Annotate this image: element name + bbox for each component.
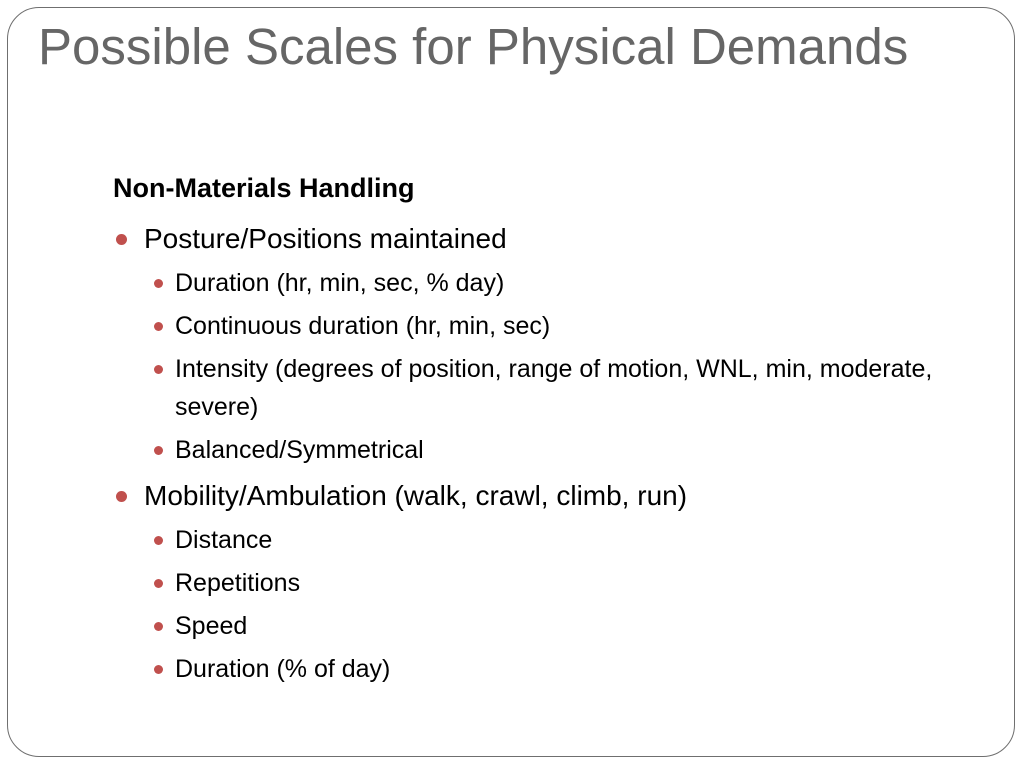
list-item-posture <box>113 222 963 469</box>
bullet-icon <box>154 279 163 288</box>
sub-list-item-label: Duration (hr, min, sec, % day) <box>175 269 505 297</box>
sub-list-item-label: Continuous duration (hr, min, sec) <box>175 312 551 340</box>
slide-content <box>113 168 963 698</box>
bullet-icon <box>154 365 163 374</box>
bullet-icon <box>116 234 127 245</box>
sub-list-item-label: Intensity (degrees of position, range of motion, WNL, min, moderate, severe) <box>175 355 933 421</box>
bullet-icon <box>116 491 127 502</box>
bullet-icon <box>154 622 163 631</box>
bullet-icon <box>154 665 163 674</box>
sub-bullet-list <box>144 521 963 688</box>
sub-list-item-label: Repetitions <box>175 569 301 597</box>
list-item-label: Posture/Positions maintained <box>144 223 507 254</box>
sub-list-item <box>144 350 963 426</box>
sub-list-item-label: Duration (% of day) <box>175 655 391 683</box>
list-item-label: Mobility/Ambulation (walk, crawl, climb, run) <box>144 480 688 511</box>
section-heading: Non-Materials Handling <box>113 173 415 203</box>
bullet-icon <box>154 446 163 455</box>
sub-list-item-label: Distance <box>175 526 273 554</box>
sub-list-item <box>144 607 963 645</box>
bullet-icon <box>154 322 163 331</box>
slide-title: Possible Scales for Physical Demands <box>38 18 909 75</box>
sub-list-item <box>144 521 963 559</box>
sub-bullet-list <box>144 264 963 469</box>
sub-list-item-label: Speed <box>175 612 248 640</box>
bullet-icon <box>154 536 163 545</box>
sub-list-item <box>144 650 963 688</box>
list-item-mobility <box>113 479 963 688</box>
bullet-list <box>113 222 963 688</box>
sub-list-item-label: Balanced/Symmetrical <box>175 436 424 464</box>
sub-list-item <box>144 307 963 345</box>
bullet-icon <box>154 579 163 588</box>
sub-list-item <box>144 431 963 469</box>
sub-list-item <box>144 564 963 602</box>
sub-list-item <box>144 264 963 302</box>
